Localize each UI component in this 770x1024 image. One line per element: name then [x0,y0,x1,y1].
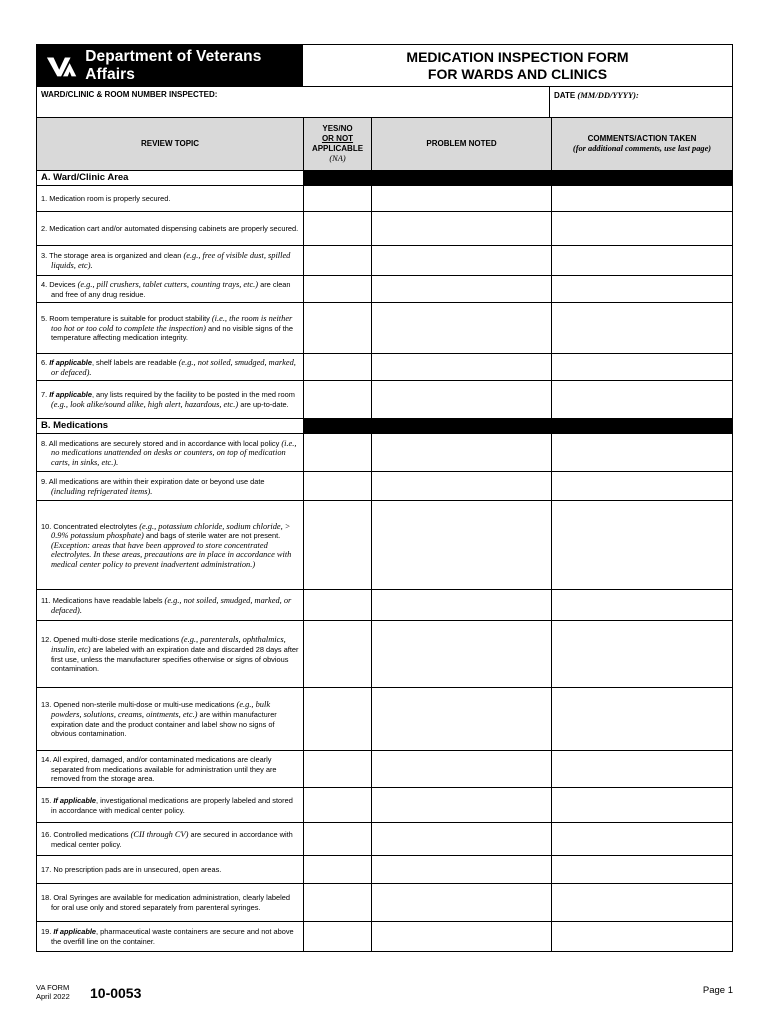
comments-cell[interactable] [551,856,732,883]
topic-text: , investigational medications are properly labeled and stored in accordance with medical center policy. [51,795,293,815]
topic-text: 1. Medication room is properly secured. [41,194,171,204]
yes-no-cell[interactable] [303,590,371,620]
topic-italic: (e.g., free of visible dust, spilled liquids, etc). [51,251,291,270]
table-row [37,381,732,419]
form-title [303,45,732,86]
topic-text: 2. Medication cart and/or automated dispensing cabinets are properly secured. [41,224,299,234]
problem-noted-cell[interactable] [371,590,551,620]
problem-noted-cell[interactable] [371,381,551,418]
page-number: Page 1 [702,985,733,996]
section-header [37,419,732,434]
topic-text: 4. Devices [41,279,78,289]
title-line-1: MEDICATION INSPECTION FORM [406,49,629,65]
topic-after: are within manufacturer expiration date and the product container and label show no signs of obvious contamination. [51,709,277,739]
topic-num: 7. [41,390,50,400]
yesno-line3: APPLICABLE [311,144,364,153]
date-label: DATE [554,91,576,100]
topic-num: 6. [41,357,50,367]
va-seal-icon [45,53,77,79]
topic-lead: If applicable [53,795,97,805]
comments-cell[interactable] [551,381,732,418]
yes-no-cell[interactable] [303,354,371,380]
comments-cell[interactable] [551,246,732,275]
topic-italic: (e.g., look alike/sound alike, high alert, hazardous, etc.) [51,400,239,409]
date-field[interactable] [549,87,732,117]
yes-no-cell[interactable] [303,922,371,951]
comments-cell[interactable] [551,751,732,787]
ward-field[interactable] [37,87,549,117]
topic-after: are clean and free of any drug residue. [51,279,291,299]
col-comments [551,118,732,170]
comments-cell[interactable] [551,303,732,353]
comments-cell[interactable] [551,823,732,855]
topic-italic: (e.g., not soiled, smudged, marked, or defaced). [51,595,292,615]
yes-no-cell[interactable] [303,186,371,211]
col-review-topic: REVIEW TOPIC [140,139,200,148]
yes-no-cell[interactable] [303,823,371,855]
review-topic-cell [37,501,303,589]
review-topic-cell [37,856,303,883]
section-header [37,171,732,186]
topic-text: 13. Opened non-sterile multi-dose or multi-use medications [41,700,237,710]
form-header [37,45,732,87]
table-row [37,472,732,501]
section-shade [303,171,732,185]
comments-cell[interactable] [551,590,732,620]
comments-cell[interactable] [551,788,732,822]
ward-label: WARD/CLINIC & ROOM NUMBER INSPECTED: [41,90,218,99]
review-topic-cell [37,688,303,750]
table-row [37,884,732,922]
topic-after: are labeled with an expiration date and discarded 28 days after first use, unless the manufacturer specifies otherwise or signs of obvious contamination. [51,644,299,674]
topic-text: 10. Concentrated electrolytes [41,521,140,531]
topic-italic: (e.g., bulk powders, solutions, creams, ointments, etc.) [51,700,271,719]
medication-inspection-form [36,44,733,952]
table-row [37,788,732,823]
table-row [37,303,732,354]
table-row [37,186,732,212]
form-footer [36,983,733,1013]
comments-cell[interactable] [551,186,732,211]
date-format: (MM/DD/YYYY): [577,90,639,100]
topic-text: 12. Opened multi-dose sterile medications [41,635,182,645]
comments-line1: COMMENTS/ACTION TAKEN [587,134,697,143]
topic-text: 11. Medications have readable labels [41,595,165,605]
problem-noted-cell[interactable] [371,472,551,500]
yes-no-cell[interactable] [303,751,371,787]
problem-noted-cell[interactable] [371,688,551,750]
yes-no-cell[interactable] [303,788,371,822]
problem-noted-cell[interactable] [371,751,551,787]
yes-no-cell[interactable] [303,856,371,883]
topic-italic: (i.e., no medications unattended on desks or counters, on top of medication carts, in sinks, etc.). [51,438,297,467]
problem-noted-cell[interactable] [371,621,551,687]
comments-cell[interactable] [551,621,732,687]
problem-noted-cell[interactable] [371,922,551,951]
comments-cell[interactable] [551,276,732,302]
topic-lead: If applicable [49,390,92,400]
yes-no-cell[interactable] [303,884,371,921]
va-form-label: VA FORM [36,983,70,992]
topic-text: 14. All expired, damaged, and/or contaminated medications are clearly separated from medications available for administration until they are removed from the storage area. [41,755,277,784]
review-topic-cell [37,472,303,500]
topic-lead: If applicable [53,927,97,937]
review-topic-cell [37,246,303,275]
org-name: Department of Veterans Affairs [85,47,262,83]
table-row [37,212,732,246]
table-row [37,246,732,276]
table-row [37,751,732,788]
topic-after: are up-to-date. [238,400,289,409]
topic-text: 18. Oral Syringes are available for medication administration, clearly labeled for oral use only and stored separately from parenteral syringes. [41,893,290,912]
yes-no-cell[interactable] [303,381,371,418]
topic-text: 16. Controlled medications [41,829,131,839]
form-number: 10-0053 [90,985,142,1001]
yes-no-cell[interactable] [303,212,371,245]
comments-cell[interactable] [551,472,732,500]
topic-italic: (CII through CV) [130,829,189,839]
review-topic-cell [37,823,303,855]
comments-cell[interactable] [551,354,732,380]
comments-cell[interactable] [551,212,732,245]
topic-text: 9. All medications are within their expiration date or beyond use date [41,476,265,486]
footer-form-label [36,983,70,1001]
table-row [37,434,732,472]
form-body [37,171,732,951]
topic-text: , pharmaceutical waste containers are secure and not above the overfill line on the container. [51,927,294,946]
section-title: A. Ward/Clinic Area [37,171,303,185]
section-shade [303,419,732,433]
topic-text: 17. No prescription pads are in unsecured, open areas. [41,865,222,875]
review-topic-cell [37,922,303,951]
yes-no-cell[interactable] [303,688,371,750]
yes-no-cell[interactable] [303,246,371,275]
yes-no-cell[interactable] [303,276,371,302]
review-topic-cell [37,303,303,353]
yesno-line1: YES/NO [322,124,353,133]
topic-italic2: (Exception: areas that have been approved to store concentrated electrolytes. In these areas, precautions are in place in accordance with medical center policy to prevent inadvertent administration.) [51,540,292,569]
topic-text: , any lists required by the facility to be posted in the med room [91,390,295,400]
review-topic-cell [37,751,303,787]
comments-line2: (for additional comments, use last page) [572,144,712,153]
topic-num: 19. [41,927,54,937]
problem-noted-cell[interactable] [371,303,551,353]
review-topic-cell [37,590,303,620]
problem-noted-cell[interactable] [371,354,551,380]
yes-no-cell[interactable] [303,472,371,500]
table-row [37,354,732,381]
ward-date-row [37,87,732,118]
topic-text: 3. The storage area is organized and clean [41,251,184,261]
topic-text: 8. All medications are securely stored and in accordance with local policy [41,438,282,448]
table-row [37,501,732,590]
review-topic-cell [37,276,303,302]
review-topic-cell [37,788,303,822]
comments-cell[interactable] [551,884,732,921]
table-row [37,621,732,688]
table-row [37,922,732,951]
yesno-line2: OR NOT [321,134,354,143]
topic-text: 5. Room temperature is suitable for product stability [41,314,212,324]
comments-cell[interactable] [551,434,732,471]
review-topic-cell [37,434,303,471]
comments-cell[interactable] [551,688,732,750]
problem-noted-cell[interactable] [371,856,551,883]
problem-noted-cell[interactable] [371,823,551,855]
table-row [37,590,732,621]
review-topic-cell [37,354,303,380]
comments-cell[interactable] [551,501,732,589]
form-date: April 2022 [36,992,70,1001]
topic-text: , shelf labels are readable [91,357,179,367]
problem-noted-cell[interactable] [371,246,551,275]
review-topic-cell [37,621,303,687]
col-problem-noted: PROBLEM NOTED [371,118,551,170]
topic-lead: If applicable [49,357,92,367]
review-topic-cell [37,212,303,245]
problem-noted-cell[interactable] [371,501,551,589]
problem-noted-cell[interactable] [371,276,551,302]
yes-no-cell[interactable] [303,434,371,471]
problem-noted-cell[interactable] [371,884,551,921]
topic-italic: (e.g., parenterals, ophthalmics, insulin, etc) [51,635,286,654]
topic-num: 15. [41,795,54,805]
table-row [37,823,732,856]
problem-noted-cell[interactable] [371,186,551,211]
yes-no-cell[interactable] [303,303,371,353]
topic-after: and bags of sterile water are not present. [143,531,281,541]
table-row [37,688,732,751]
topic-italic: (e.g., potassium chloride, sodium chloride, > 0.9% potassium phosphate) [51,521,291,541]
yes-no-cell[interactable] [303,621,371,687]
yes-no-cell[interactable] [303,501,371,589]
review-topic-cell [37,884,303,921]
title-line-2: FOR WARDS AND CLINICS [427,66,608,82]
problem-noted-cell[interactable] [371,434,551,471]
va-logo [37,45,303,86]
problem-noted-cell[interactable] [371,212,551,245]
problem-noted-cell[interactable] [371,788,551,822]
col-yes-no [303,118,371,170]
topic-italic: (including refrigerated items). [51,486,153,496]
column-headers [37,118,732,171]
comments-cell[interactable] [551,922,732,951]
topic-italic: (e.g., not soiled, smudged, marked, or defaced). [51,357,296,377]
topic-italic: (e.g., pill crushers, tablet cutters, counting trays, etc.) [77,279,259,289]
section-title: B. Medications [37,419,303,433]
review-topic-cell [37,381,303,418]
table-row [37,276,732,303]
table-row [37,856,732,884]
topic-italic: (i.e., the room is neither too hot or too cold to complete the inspection) [51,314,293,333]
yesno-line4: (NA) [329,154,346,163]
topic-after: and no visible signs of the temperature affecting medication integrity. [51,323,294,343]
topic-after: are secured in accordance with medical center policy. [51,829,293,849]
review-topic-cell [37,186,303,211]
